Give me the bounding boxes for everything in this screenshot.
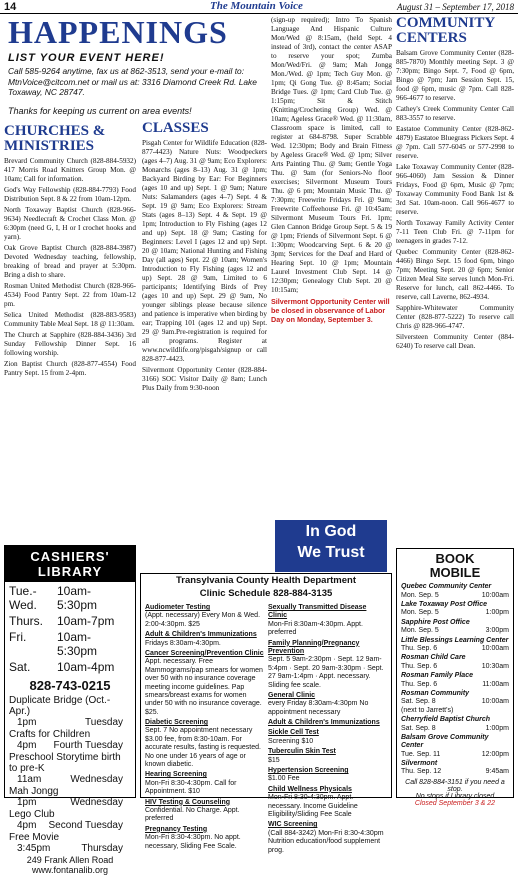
happenings-title: HAPPENINGS [8, 14, 228, 50]
hours-day: Fri. [9, 630, 27, 644]
stop-row [401, 592, 509, 600]
stop-date: Mon. Sep. 5 [401, 609, 439, 617]
closed-notice: Silvermont Opportunity Center will be closed in observance of Labor Day on Monday, September 3. [271, 297, 390, 324]
cashiers-library-box [4, 545, 136, 875]
community-listing: Eastatoe Community Center (828-862-4879) Eastatoe Bluegrass Pickers Sept. 4 @ 7pm. Call 577-6045 or 577-2998 to reserve. [396, 125, 514, 160]
stop-time: 12:00pm [481, 750, 509, 758]
community-listing: North Toxaway Family Activity Center 7-11 Teen Club Fri. @ 7-11pm for teenagers in grades 7-12. [396, 219, 514, 245]
program-name: Duplicate Bridge (Oct.-Apr.) [9, 695, 111, 717]
hours-row [9, 630, 131, 658]
bookmobile-stops [397, 583, 513, 777]
stop-row [401, 707, 509, 715]
program-name: Free Movie [9, 832, 60, 843]
church-listing: Rosman United Methodist Church (828-966-4534) Food Pantry Sept. 22 from 10am-12 pm. [4, 282, 136, 308]
churches-heading: CHURCHES & MINISTRIES [4, 123, 106, 154]
church-listing: The Church at Sapphire (828-884-3436) 3rd Sunday Fellowship Dinner Sept. 16 following worship. [4, 331, 136, 357]
silvermont-column [271, 16, 392, 516]
contact-info: Call 585-9264 anytime, fax us at 862-3513, send your e-mail to: MtnVoice@citcom.net or mail us at: 3316 Diamond Creek Rd. Lake Toxaway, NC 28747. [8, 66, 257, 97]
program-time-row [9, 843, 131, 854]
stop-name: Rosman Family Place [401, 672, 473, 680]
stop-row [401, 698, 509, 706]
stop-row [401, 663, 509, 671]
stop-row [401, 681, 509, 689]
program-day: Tuesday [85, 717, 123, 728]
health-title: Transylvania County Health Department [175, 575, 357, 586]
clinic-detail: Mon-Fri 8:30-4:30pm. No appt. necessary, Sliding Fee Scale. [145, 834, 241, 850]
program-day: Wednesday [70, 797, 123, 808]
clinic-detail: Mon-Fri 8:30-4:30pm. Call for Appointment. $10 [145, 779, 237, 796]
program-time: 4pm [17, 740, 37, 751]
stop-time: 10:30am [481, 662, 509, 670]
program-name: Mah Jongg [9, 786, 59, 797]
clinic-detail: Screening $10 [268, 737, 314, 745]
stop-name: Rosman Community [401, 689, 470, 697]
program-item [9, 832, 131, 854]
stop-row [401, 751, 509, 759]
stop-time: 11:00am [482, 680, 509, 688]
clinic-detail: $1.00 Fee [268, 775, 300, 783]
clinic-detail: Confidential. No Charge. Appt. preferred [145, 806, 240, 823]
masthead: The Mountain Voice [210, 0, 303, 12]
stop-date: Thu. Sep. 6 [401, 680, 438, 688]
clinic-detail: (Appt. necessary) Every Mon & Wed. 2:00-4:30pm. $25 [145, 612, 261, 628]
hours-row [9, 584, 131, 612]
hours-day: Thurs. [9, 614, 44, 628]
program-day: Fourth Tuesday [53, 740, 123, 751]
clinic-heading: Audiometer Testing [145, 604, 211, 611]
bookmobile-box [396, 548, 514, 807]
god-line-1: In God [305, 523, 357, 540]
program-item [9, 752, 131, 785]
hours-day: Sat. [9, 660, 31, 674]
community-listing: Cathey's Creek Community Center Call 883-3557 to reserve. [396, 105, 514, 122]
classes-column [142, 121, 267, 544]
church-listing: Oak Grove Baptist Church (828-884-3987) Devoted Wednesday teaching, fellowship, breaking of bread and prayer at 5:30pm. Bring a dish to share. [4, 244, 136, 279]
issue-date: August 31 – September 17, 2018 [397, 2, 514, 12]
program-day: Second Tuesday [48, 820, 123, 831]
stop-date: Tue. Sep. 11 [401, 750, 441, 758]
hours-row [9, 614, 131, 628]
stop-row [401, 645, 509, 653]
clinic-heading: Sickle Cell Test [268, 729, 319, 737]
clinic-heading: Adult & Children's Immunizations [145, 631, 257, 639]
clinic-detail: (Call 884-3242) Mon-Fri 8:30-4:30pm Nutrition education/food supplement prog. [268, 829, 384, 854]
community-listing: Balsam Grove Community Center (828-885-7870) Monthly meeting Sept. 3 @ 7:30pm; Bingo Sept. 7, Food @ 6pm, Bingo @ 7pm; Jam Session Sept. 15, food @ 6pm, music @ 7pm. Call 828-966-4677 to reserve. [396, 49, 514, 102]
hours-row [9, 660, 131, 674]
stop-time: 10:00am [481, 698, 509, 706]
bookmobile-title-1: BOOK [435, 551, 475, 566]
clinic-heading: Hypertension Screening [268, 767, 349, 775]
stop-date: Thu. Sep. 6 [401, 662, 438, 670]
program-item [9, 729, 131, 751]
silvermont-listing: (sign-up required); Intro To Spanish Language And Hispanic Culture Mon/Wed @ 8:15am, (held Sept. 4 instead of 3rd), contact the center ASAP to reserve your spot; Zumba Mon/Wed/Fri. @ 9am; Mah Jongg Mon./Wed. @ 1pm; Tech Guy Mon. @ 1pm; Qi Gong Tue. @ 8:45am; Social Bridge Tues. @ 1pm; Card Club Tue. @ 1:15pm; Sit & Stitch (Knitting/Crocheting Group) Wed. @ 10am; Ageless Grace® Wed. @ 11:30am, Classroom space is limited, call to register at 684-8798. Super Scrabble Wed. 12:30pm; Body and Brain Fitness by Ageless Grace® Wed. @ 1pm; Silver Arts Painting Thu. @ 9am; Gentle Yoga Thu. @ 9am (for Seniors-No floor exercises; Silvermont Museum Tours Thu. @ 6 pm; Mountain Music Thu. @ 7:30pm; Freewrite Fridays Fri. @ 9am; Freewrite Coffeehouse Fri. @ 10:45am; Silvermont Museum Tours Fri. 1pm; Glen Cannon Bridge Group Sept. 5 & 19 @ 1pm; Friends of Silvermont Sept. 6 @ 1:30pm; Woodcarving Sept. 6 & 20 @ 3pm; Services for the Deaf and Hard of Hearing Sept. 10 @ 1pm; Mountain Laurel Investment Club Sept. 14 @ 12:30pm; Genealogy Club Sept. 20 @ 10:15am; [271, 16, 392, 294]
hours-time: 10am-7pm [57, 614, 115, 628]
bookmobile-title [397, 549, 513, 582]
stop-row [401, 609, 509, 617]
bookmobile-title-2: MOBILE [429, 564, 481, 580]
cashiers-title: CASHIERS' LIBRARY [5, 546, 135, 582]
list-event-subtitle: LIST YOUR EVENT HERE! [8, 52, 165, 64]
clinic-detail: $15 [268, 756, 280, 764]
clinic-detail: Sept. 7 No appointment necessary $3.00 fee, from 8:30-10am. For accurate results, fasting is requested. No one under 16 years of age or known diabetic. [145, 727, 261, 769]
stop-date: Sat. Sep. 8 [401, 698, 436, 706]
library-hours [5, 584, 135, 674]
church-listing: Selica United Methodist (828-883-9583) Community Table Meal Sept. 18 @ 11:30am. [4, 311, 136, 328]
page-number: 14 [4, 1, 17, 13]
community-listing: Silversteen Community Center (884-6240) To reserve call Dean. [396, 333, 514, 350]
clinic-heading: Diabetic Screening [145, 719, 209, 727]
library-web: www.fontanalib.org [31, 865, 109, 875]
clinic-detail: Mon-Fri 8:30-4:30pm. Appt. necessary. Income Guideline Eligibility/Sliding Fee Scale [268, 794, 358, 818]
clinic-heading: Sexually Transmitted Disease Clinic [268, 604, 367, 620]
stop-time: 10:00am [481, 591, 509, 599]
program-item [9, 809, 131, 831]
program-time-row [9, 717, 131, 728]
stop-name: Balsam Grove Community Center [401, 733, 489, 750]
stop-date: Sat. Sep. 8 [401, 724, 436, 732]
program-name: Lego Club [9, 809, 55, 820]
classes-heading: CLASSES [142, 120, 209, 136]
page-header [0, 0, 518, 14]
clinic-detail: Fridays 8:30am-4:30pm. [145, 639, 221, 647]
stop-date: Mon. Sep. 5 [401, 627, 439, 635]
stop-row [401, 627, 509, 635]
class-listing: Silvermont Opportunity Center (828-884-3166) SOC Visitor Daily @ 8am; Lunch Plus Daily from 9:30-noon [142, 366, 267, 392]
thanks-line: Thanks for keeping us current on area events! [8, 106, 192, 116]
health-left-column [145, 602, 264, 855]
program-day: Thursday [81, 843, 123, 854]
library-address: 249 Frank Allen Road [26, 855, 114, 865]
stop-name: Silvermont [401, 760, 438, 768]
church-listing: Zion Baptist Church (828-877-4554) Food Pantry Sept. 15 from 2-4pm. [4, 360, 136, 377]
stop-date: Thu. Sep. 6 [401, 645, 438, 653]
stop-date: Mon. Sep. 5 [401, 591, 439, 599]
program-time-row [9, 774, 131, 785]
clinic-heading: General Clinic [268, 691, 316, 699]
hours-time: 10am-5:30pm [56, 630, 98, 658]
bookmobile-footer [397, 779, 513, 807]
stop-name: Cherryfield Baptist Church [401, 716, 491, 724]
program-time: 4pm [17, 820, 37, 831]
clinic-heading: WIC Screening [268, 821, 318, 829]
bookmobile-foot-3: Closed September 3 & 22 [414, 799, 496, 807]
program-name: Crafts for Children [9, 729, 91, 740]
bookmobile-foot-1: Call 828-884-3151 if you need a stop. [405, 778, 505, 793]
stop-date: Thu. Sep. 12 [401, 768, 442, 776]
stop-time: 9:45am [485, 768, 509, 776]
stop-name: Lake Toxaway Post Office [401, 601, 487, 609]
health-right-column [268, 602, 387, 855]
library-phone: 828-743-0215 [29, 678, 111, 693]
clinic-detail: every Friday 8:30am-4:30pm No appointment necessary [268, 700, 369, 716]
community-heading: COMMUNITY CENTERS [396, 15, 495, 46]
program-item [9, 695, 131, 728]
clinic-heading: HIV Testing & Counseling [145, 798, 231, 806]
church-listing: God's Way Fellowship (828-884-7793) Food Distribution Sept. 8 & 22 from 10am-12pm. [4, 186, 136, 203]
stop-name: Sapphire Post Office [401, 618, 470, 626]
program-time: 11am [17, 774, 42, 785]
classes-list [142, 139, 267, 393]
program-item [9, 786, 131, 808]
hours-time: 10am-4pm [57, 660, 115, 674]
community-listing: Quebec Community Center (828-862-4466) Bingo Sept. 15 food 6pm, bingo 7pm; Meeting Sept. 20 @ 6pm; Senior Citizen Meal Site serves lunch Mon-Fri. Reserve for lunch, call 862-4466. To reserve, call Laverne, 862-4934. [396, 248, 514, 301]
in-god-we-trust-banner [275, 520, 387, 572]
stop-time: 3:00pm [485, 627, 509, 635]
stop-time: 10:00am [481, 645, 509, 653]
library-programs [5, 695, 135, 854]
program-time-row [9, 740, 131, 751]
program-name: Preschool Storytime birth to pre-K [9, 752, 121, 774]
stop-date: (next to Jarrett's) [401, 706, 454, 714]
stop-time: 1:00pm [485, 609, 509, 617]
health-subtitle: Clinic Schedule 828-884-3135 [199, 588, 333, 599]
churches-column [4, 124, 136, 544]
clinic-heading: Hearing Screening [145, 771, 207, 779]
class-listing: Pisgah Center for Wildlife Education (828-877-4423) Nature Nuts: Woodpeckers (ages 4–7) Aug. 31 @ 9am; Eco Explorers: Monarchs (ages 8–13) Aug. 31 @ 1pm; Backyard Birding by Ear: For Beginners (ages 10 and up) Sept. 1 @ 9am; Nature Nuts: Salamanders (ages 4–7) Sept. 4 & Sept. 19 @ 9am; Eco Explorers: Stream Stats (ages 8–13) Sept. 4 & Sept. 19 @ 1pm; Introduction to Fly Fishing (ages 12 and up) Sept. 18 @ 9am; Casting for Beginners: Level I (ages 12 and up) Sept. 20 @ 10am; National Hunting and Fishing Day (all ages) Sept. 22 @ 10am; Women's Introduction to Fly Fishing (ages 12 and up) Sept. 28 @ 9am, Limited to 6 participants; Identifying Birds of Prey (ages 10 and up) Sept. 29 @ 9am, No younger siblings please because silence and patience is imperative when birding by ear; Trapping 101 (ages 12 and up) Sept. 29 @ 9am.Pre-registration is required for all programs. Register at www.ncwildlife.org/pisgah/signup or call 828-877-4423. [142, 139, 267, 363]
stop-time: 1:00pm [485, 724, 509, 732]
community-column [396, 16, 514, 544]
church-listing: North Toxaway Baptist Church (828-966-9634) Needlecraft & Crochet Class Mon. @ 6:30pm (need G, I, H or I crochet hooks and yarn). [4, 206, 136, 241]
clinic-detail: Mon-Fri 8:30am-4:30pm. Appt. preferred [268, 620, 363, 637]
stop-row [401, 725, 509, 733]
clinic-detail: Appt. necessary. Free Mammograms/pap smears for women over 50 with no insurance coverage meeting income guidelines. Pap smears/breast exams for women under 50 with no insurance coverage. $25. [145, 658, 263, 716]
community-listing: Sapphire-Whitewater Community Center (828-877-5222) To reserve call Chris @ 828-966-4747. [396, 304, 514, 330]
church-listing: Brevard Community Church (828-884-5932) 417 Morris Road Knitters Group Mon. @ 10am; Call for information. [4, 157, 136, 183]
program-day: Wednesday [70, 774, 123, 785]
clinic-detail: Sept. 5 9am-2:30pm · Sept. 12 9am-5:4pm · Sept. 20 9am-3:30pm · Sept. 27 9am-1:4pm · Appt. necessary. Sliding fee scale. [268, 656, 384, 689]
hours-day: Tue.-Wed. [9, 584, 37, 612]
clinic-heading: Tuberculin Skin Test [268, 748, 336, 756]
clinic-heading: Adult & Children's Immunizations [268, 719, 380, 727]
stop-row [401, 768, 509, 776]
clinic-heading: Pregnancy Testing [145, 825, 208, 833]
stop-name: Quebec Community Center [401, 583, 492, 591]
stop-name: Little Blessings Learning Center [401, 636, 509, 644]
stop-name: Rosman Child Care [401, 654, 466, 662]
clinic-heading: Cancer Screening/Prevention Clinic [145, 649, 264, 657]
community-listing: Lake Toxaway Community Center (828-966-4060) Jam Session & Dinner Fridays, Food @ 6pm, Music @ 7pm; Toxaway Community Food Bank 1st & 3rd Sat. 10am-noon. Call 966-4677 to reserve. [396, 163, 514, 216]
program-time: 3:45pm [17, 843, 51, 854]
program-time: 1pm [17, 717, 37, 728]
program-time-row [9, 820, 131, 831]
health-clinic-box [140, 573, 392, 854]
god-line-2: We Trust [297, 543, 365, 561]
clinic-heading: Family Planning/Pregnancy Prevention [268, 639, 360, 655]
program-time-row [9, 797, 131, 808]
program-time: 1pm [17, 797, 37, 808]
bookmobile-foot-2: No stops if Library closed [415, 792, 495, 800]
community-list [396, 49, 514, 351]
churches-list [4, 157, 136, 378]
hours-time: 10am-5:30pm [56, 584, 98, 612]
clinic-heading: Child Wellness Physicals [268, 785, 352, 793]
